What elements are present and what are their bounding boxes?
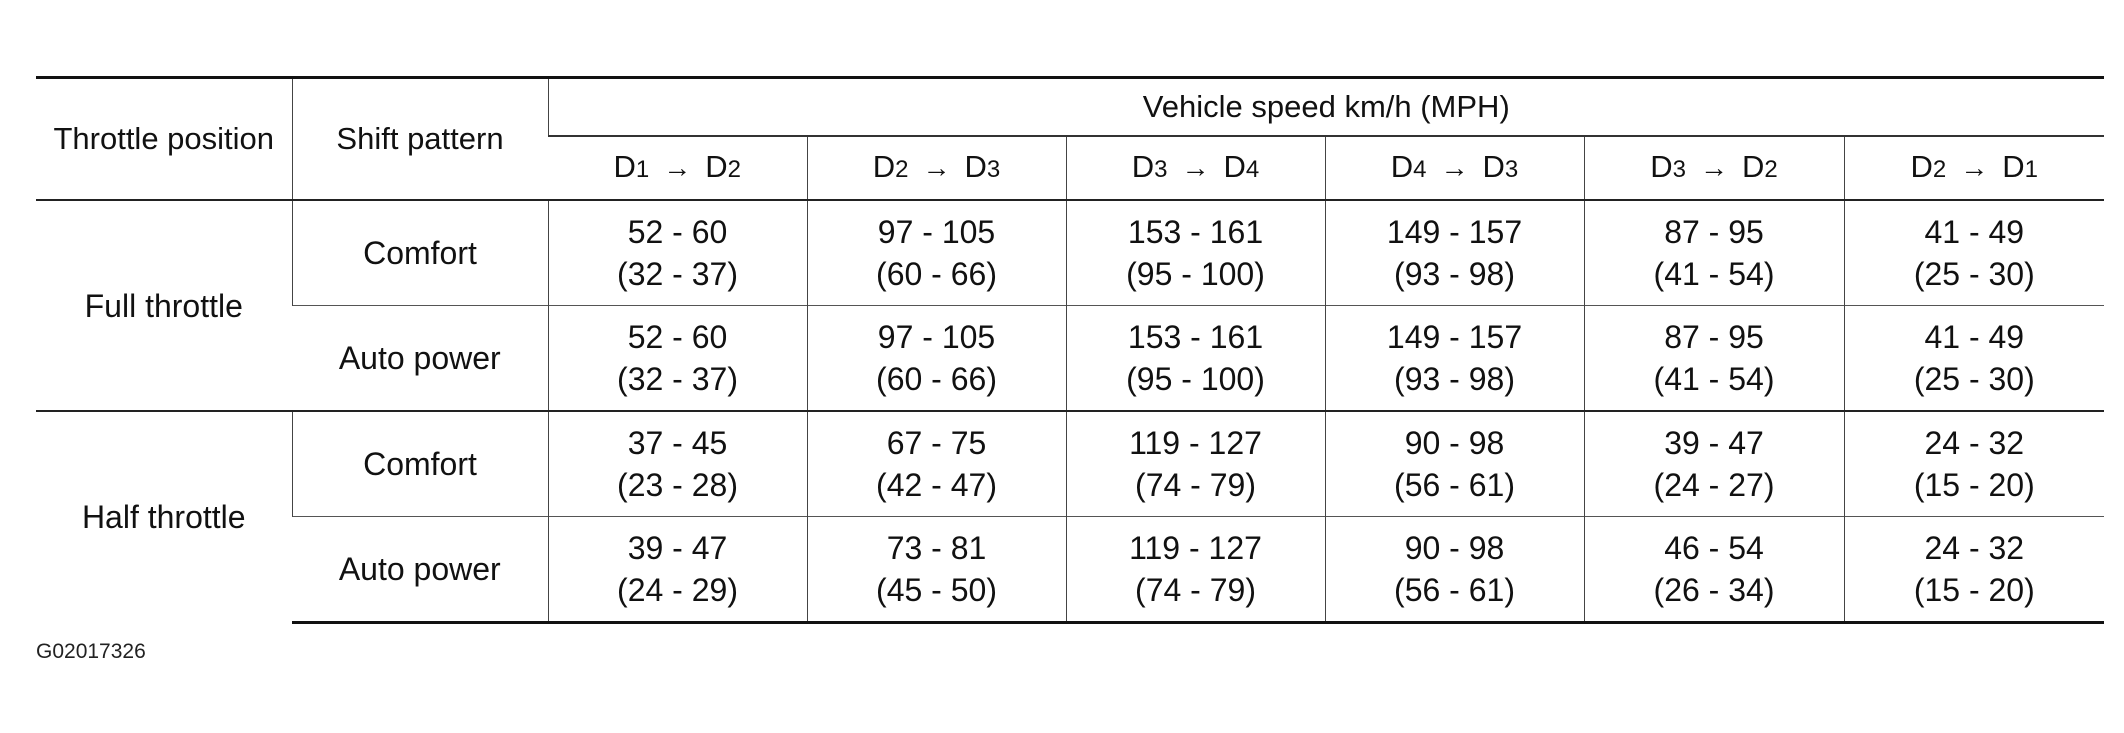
speed-cell: 119 - 127 (74 - 79) <box>1066 411 1325 517</box>
throttle-position-label: Half throttle <box>36 411 292 623</box>
speed-cell: 24 - 32 (15 - 20) <box>1844 411 2104 517</box>
arrow-right-icon: → <box>1700 152 1728 183</box>
shift-header: D3 → D2 <box>1584 136 1844 200</box>
speed-cell: 153 - 161 (95 - 100) <box>1066 200 1325 306</box>
arrow-right-icon: → <box>922 152 951 183</box>
table-row <box>36 517 2104 623</box>
shift-pattern-label: Auto power <box>292 306 548 412</box>
shift-pattern-header: Shift pattern <box>292 78 548 201</box>
shift-header: D2 → D1 <box>1844 136 2104 200</box>
speed-cell: 67 - 75 (42 - 47) <box>807 411 1066 517</box>
speed-cell: 24 - 32 (15 - 20) <box>1844 517 2104 623</box>
shift-header: D3 → D4 <box>1066 136 1325 200</box>
speed-cell: 46 - 54 (26 - 34) <box>1584 517 1844 623</box>
shift-speed-table <box>36 76 2104 624</box>
speed-cell: 52 - 60 (32 - 37) <box>548 200 807 306</box>
vehicle-speed-header: Vehicle speed km/h (MPH) <box>548 78 2104 137</box>
figure-id: G02017326 <box>36 640 146 663</box>
speed-cell: 87 - 95 (41 - 54) <box>1584 306 1844 412</box>
throttle-position-label: Full throttle <box>36 200 292 411</box>
speed-cell: 39 - 47 (24 - 29) <box>548 517 807 623</box>
speed-cell: 41 - 49 (25 - 30) <box>1844 200 2104 306</box>
speed-cell: 97 - 105 (60 - 66) <box>807 306 1066 412</box>
speed-cell: 153 - 161 (95 - 100) <box>1066 306 1325 412</box>
table-row <box>36 200 2104 306</box>
speed-cell: 37 - 45 (23 - 28) <box>548 411 807 517</box>
throttle-position-header: Throttle position <box>36 78 292 201</box>
shift-header: D1 → D2 <box>548 136 807 200</box>
shift-pattern-label: Auto power <box>292 517 548 623</box>
table-row <box>36 411 2104 517</box>
shift-pattern-label: Comfort <box>292 200 548 306</box>
speed-cell: 149 - 157 (93 - 98) <box>1325 306 1584 412</box>
speed-cell: 52 - 60 (32 - 37) <box>548 306 807 412</box>
speed-cell: 41 - 49 (25 - 30) <box>1844 306 2104 412</box>
arrow-right-icon: → <box>1440 152 1469 183</box>
speed-cell: 73 - 81 (45 - 50) <box>807 517 1066 623</box>
speed-cell: 90 - 98 (56 - 61) <box>1325 517 1584 623</box>
speed-cell: 90 - 98 (56 - 61) <box>1325 411 1584 517</box>
speed-cell: 119 - 127 (74 - 79) <box>1066 517 1325 623</box>
shift-header: D2 → D3 <box>807 136 1066 200</box>
arrow-right-icon: → <box>1960 152 1989 183</box>
arrow-right-icon: → <box>1181 152 1210 183</box>
arrow-right-icon: → <box>663 152 692 183</box>
speed-cell: 97 - 105 (60 - 66) <box>807 200 1066 306</box>
speed-cell: 87 - 95 (41 - 54) <box>1584 200 1844 306</box>
speed-cell: 39 - 47 (24 - 27) <box>1584 411 1844 517</box>
speed-cell: 149 - 157 (93 - 98) <box>1325 200 1584 306</box>
table-row <box>36 306 2104 412</box>
shift-header: D4 → D3 <box>1325 136 1584 200</box>
shift-pattern-label: Comfort <box>292 411 548 517</box>
